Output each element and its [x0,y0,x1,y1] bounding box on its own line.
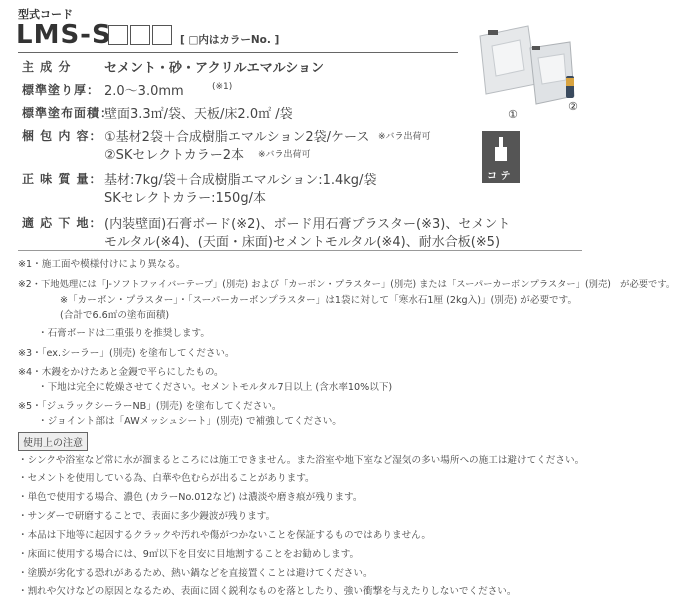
caution-title: 使用上の注意 [18,432,88,451]
spec-note-packaging-1: ※バラ出荷可 [378,132,431,142]
spec-value-weight-2: SKセレクトカラー:150g/本 [104,191,266,206]
note-5b: ・ジョイント部は「AWメッシュシート」(別売) で補強してください。 [38,416,342,427]
caution-item: ・サンダーで研磨することで、表面に多少鏝波が残ります。 [18,511,276,522]
spec-label-packaging: 梱 包 内 容： [22,129,103,143]
spec-label-weight: 正 味 質 量： [22,172,103,186]
spec-label-thickness: 標準塗り厚： [22,83,101,97]
spec-label-substrate: 適 応 下 地： [22,216,103,230]
caution-item: ・床面に使用する場合には、9㎡以下を目安に目地割することをお勧めします。 [18,549,360,560]
trowel-icon [492,137,510,167]
note-1: ※1・施工面や模様付けにより異なる。 [18,259,186,270]
note-2c: (合計で6.6㎡の塗布面積) [60,310,170,321]
note-4b: ・下地は完全に乾燥させてください。セメントモルタル7日以上 (含水率10%以下) [38,382,393,393]
note-2b: ※「カーボン・プラスター」・「スーパーカーボンプラスター」は1袋に対して「寒水石1厘 (2kg入)」(別売) が必要です。 [60,295,578,306]
color-box-1 [108,25,128,45]
product-label-2: ② [568,100,578,113]
caution-item: ・シンクや浴室など常に水が溜まるところには施工できません。また浴室や地下室など湿気の多い場所への施工は避けてください。 [18,455,585,466]
spec-value-substrate-2: モルタル(※4)、(天面・床面)セメントモルタル(※4)、耐水合板(※5) [104,235,501,250]
color-box-2 [130,25,150,45]
note-3: ※3・「ex.シーラー」(別売) を塗布してください。 [18,348,235,359]
spec-value-coverage: 壁面3.3㎡/袋、天板/床2.0㎡ /袋 [104,107,293,122]
spec-value-weight-1: 基材:7kg/袋＋合成樹脂エマルション:1.4kg/袋 [104,173,377,188]
caution-item: ・セメントを使用している為、白華や色むらが出ることがあります。 [18,473,315,484]
spec-value-substrate-1: (内装壁面)石膏ボード(※2)、ボード用石膏プラスター(※3)、セメント [104,217,511,232]
note-2a: ※2・下地処理には「J-ソフトファイバーテープ」(別売) および「カーボン・プラスター」(別売) または「スーパーカーボンプラスター」(別売) が必要です。 [18,279,675,290]
caution-item: ・割れや欠けなどの原因となるため、表面に固く鋭利なものを落としたり、強い衝撃を与えたりしないでください。 [18,586,517,597]
caution-item: ・単色で使用する場合、濃色 (カラーNo.012など) は濃淡や磨き痕が残ります。 [18,492,363,503]
product-image [470,18,588,122]
caution-item: ・本品は下地等に起因するクラックや汚れや傷がつかないことを保証するものではありません。 [18,530,431,541]
spec-note-thickness: (※1) [212,82,233,92]
note-2d: ・石膏ボードは二重張りを推奨します。 [38,328,210,339]
color-note: [ □内はカラーNo. ] [180,34,280,46]
spec-label-main: 主 成 分 [22,60,72,74]
header-rule [18,52,458,53]
trowel-label: コ テ [487,171,511,182]
product-label-1: ① [508,108,518,121]
spec-value-main: セメント・砂・アクリルエマルション [104,61,325,76]
spec-value-packaging-1: ①基材2袋＋合成樹脂エマルション2袋/ケース [104,130,370,145]
spec-label-coverage: 標準塗布面積： [22,106,114,120]
color-box-3 [152,25,172,45]
spec-note-packaging-2: ※バラ出荷可 [258,150,311,160]
spec-value-thickness: 2.0〜3.0mm [104,84,184,99]
model-code: LMS-S [16,20,112,50]
note-4a: ※4・木鏝をかけたあと金鏝で平らにしたもの。 [18,367,224,378]
model-caption: 型式コード [18,8,73,21]
trowel-badge [482,131,520,183]
specs-rule [18,250,582,251]
note-5a: ※5・「ジュラックシーラーNB」(別売) を塗布してください。 [18,401,282,412]
caution-item: ・塗膜が劣化する恐れがあるため、熱い鍋などを直接置くことは避けてください。 [18,568,373,579]
spec-value-packaging-2: ②SKセレクトカラー2本 [104,148,245,163]
